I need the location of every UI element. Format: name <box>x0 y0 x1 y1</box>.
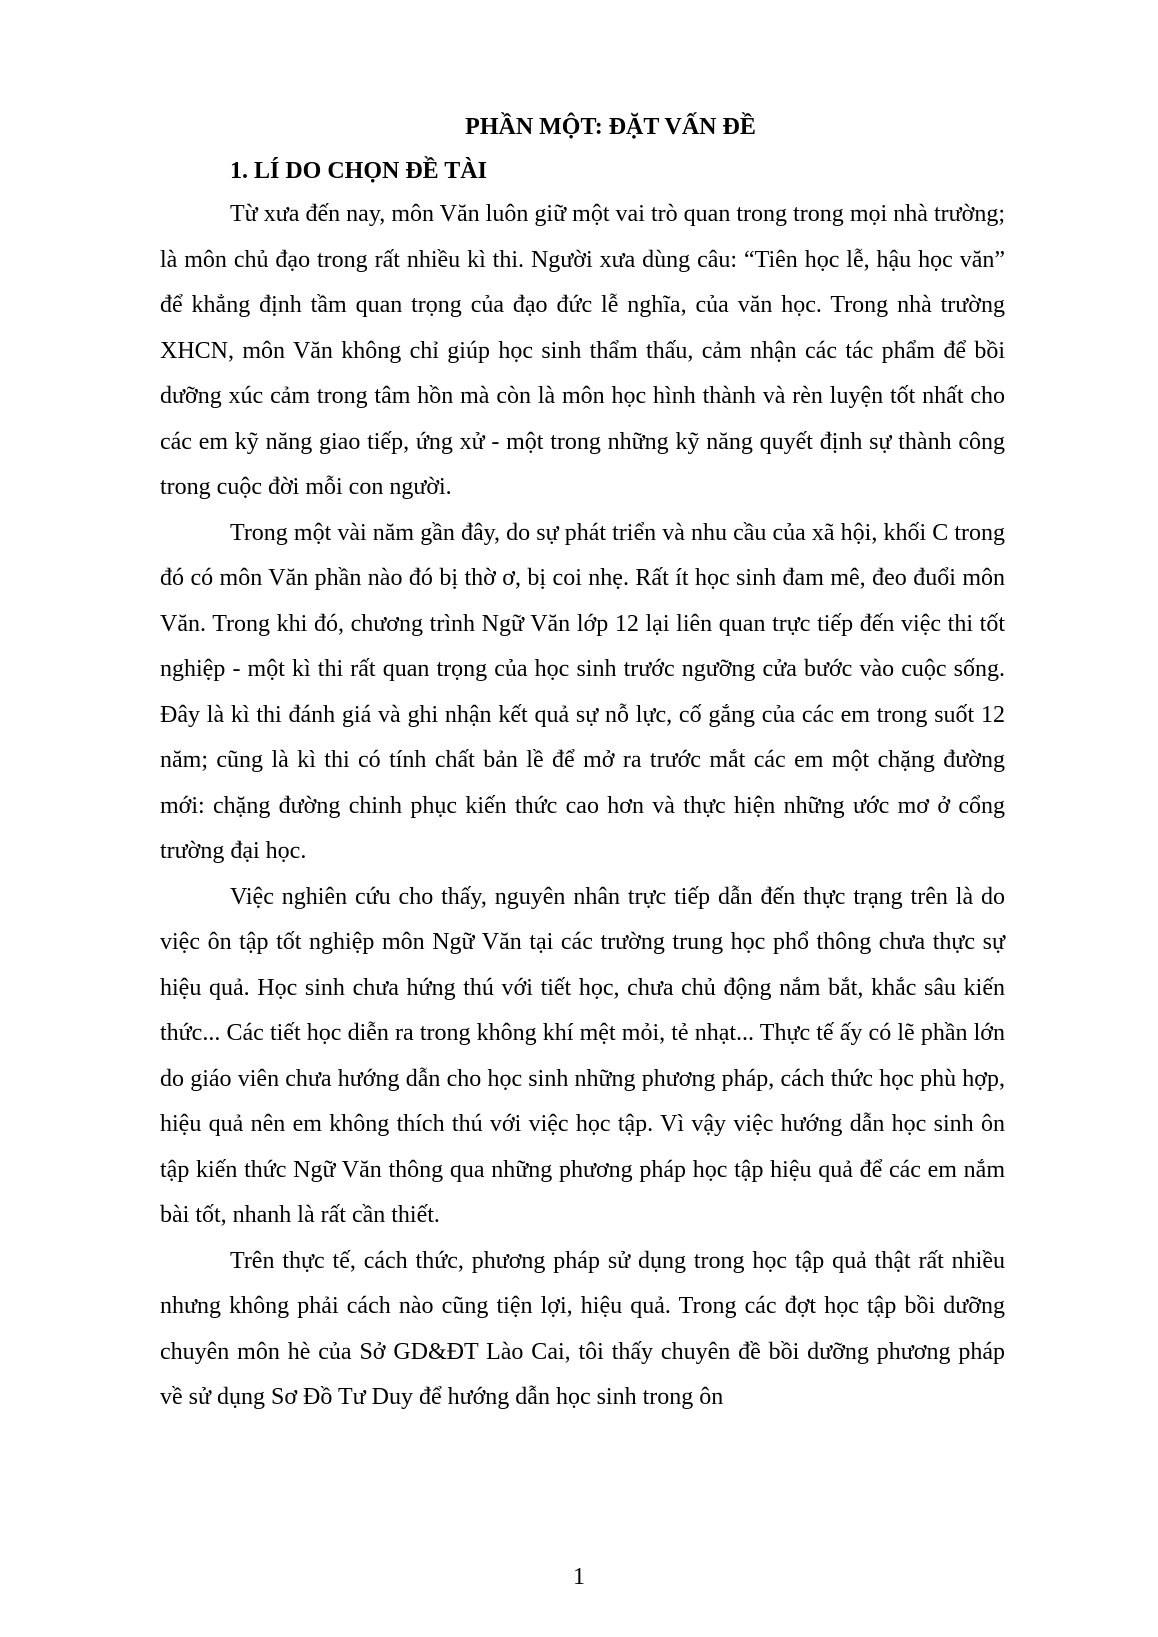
paragraph-1: Từ xưa đến nay, môn Văn luôn giữ một vai trò quan trong trong mọi nhà trường; là môn chủ đạo trong rất nhiều kì thi. Người xưa dùng câu: “Tiên học lễ, hậu học văn” để khẳng định tầm quan trọng của đạo đức lễ nghĩa, của văn học. Trong nhà trường XHCN, môn Văn không chỉ giúp học sinh thẩm thấu, cảm nhận các tác phẩm để bồi dưỡng xúc cảm trong tâm hồn mà còn là môn học hình thành và rèn luyện tốt nhất cho các em kỹ năng giao tiếp, ứng xử - một trong những kỹ năng quyết định sự thành công trong cuộc đời mỗi con người. <box>160 201 1005 500</box>
page-number: 1 <box>573 1564 585 1590</box>
part-title: PHẦN MỘT: ĐẶT VẤN ĐỀ <box>465 114 756 140</box>
paragraph-4: Trên thực tế, cách thức, phương pháp sử dụng trong học tập quả thật rất nhiều nhưng không phải cách nào cũng tiện lợi, hiệu quả. Trong các đợt học tập bồi dưỡng chuyên môn hè của Sở GD&ĐT Lào Cai, tôi thấy chuyên đề bồi dưỡng phương pháp về sử dụng Sơ Đồ Tư Duy để hướng dẫn học sinh trong ôn <box>160 1247 1005 1410</box>
section-heading: 1. LÍ DO CHỌN ĐỀ TÀI <box>230 158 487 184</box>
page-content <box>160 112 1005 1421</box>
paragraph-2: Trong một vài năm gần đây, do sự phát triển và nhu cầu của xã hội, khối C trong đó có môn Văn phần nào đó bị thờ ơ, bị coi nhẹ. Rất ít học sinh đam mê, đeo đuổi môn Văn. Trong khi đó, chương trình Ngữ Văn lớp 12 lại liên quan trực tiếp đến việc thi tốt nghiệp - một kì thi rất quan trọng của học sinh trước ngưỡng cửa bước vào cuộc sống. Đây là kì thi đánh giá và ghi nhận kết quả sự nỗ lực, cố gắng của các em trong suốt 12 năm; cũng là kì thi có tính chất bản lề để mở ra trước mắt các em một chặng đường mới: chặng đường chinh phục kiến thức cao hơn và thực hiện những ước mơ ở cổng trường đại học. <box>160 519 1005 864</box>
paragraph-3: Việc nghiên cứu cho thấy, nguyên nhân trực tiếp dẫn đến thực trạng trên là do việc ôn tập tốt nghiệp môn Ngữ Văn tại các trường trung học phổ thông chưa thực sự hiệu quả. Học sinh chưa hứng thú với tiết học, chưa chủ động nắm bắt, khắc sâu kiến thức... Các tiết học diễn ra trong không khí mệt mỏi, tẻ nhạt... Thực tế ấy có lẽ phần lớn do giáo viên chưa hướng dẫn cho học sinh những phương pháp, cách thức học phù hợp, hiệu quả nên em không thích thú với việc học tập. Vì vậy việc hướng dẫn học sinh ôn tập kiến thức Ngữ Văn thông qua những phương pháp học tập hiệu quả để các em nắm bài tốt, nhanh là rất cần thiết. <box>160 883 1005 1228</box>
